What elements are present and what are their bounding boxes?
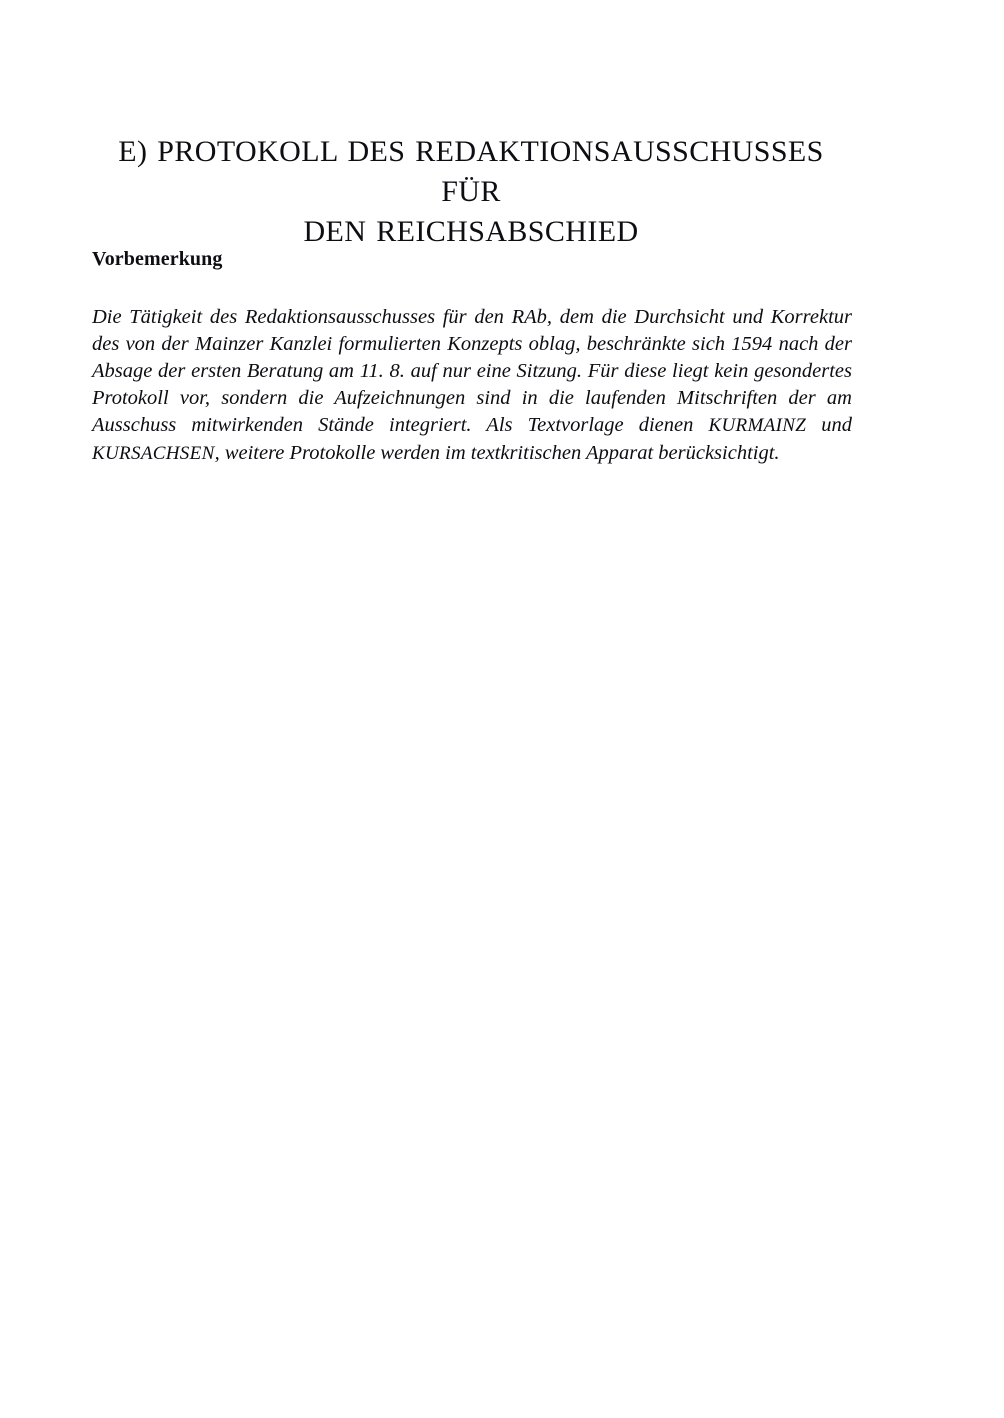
page-title-line-2: DEN REICHSABSCHIED: [303, 215, 639, 249]
section-heading-vorbemerkung: Vorbemerkung: [92, 247, 223, 270]
preamble-conjunction: und: [806, 414, 852, 437]
source-kurmainz: KURMAINZ: [708, 415, 807, 437]
page-title: [92, 132, 850, 252]
source-kursachsen: KURSACHSEN: [92, 442, 215, 464]
page-title-line-1: E) PROTOKOLL DES REDAKTIONSAUSSCHUSSES FÜR: [118, 135, 824, 209]
preamble-paragraph: [92, 304, 852, 467]
preamble-text-part-1: Die Tätigkeit des Redaktionsausschusses für den RAb, dem die Durchsicht und Korrektur des von der Mainzer Kanzlei formulierten Konzepts oblag, beschränkte sich 1594 nach der Absage der ersten Beratung am 11. 8. auf nur eine Sitzung. Für diese liegt kein gesondertes Protokoll vor, sondern die Aufzeichnungen sind in die laufenden Mitschriften der am Ausschuss mitwirkenden Stände integriert. Als Textvorlage dienen: [92, 305, 852, 437]
preamble-text-part-2: , weitere Protokolle werden im textkritischen Apparat berücksichtigt.: [214, 441, 780, 464]
